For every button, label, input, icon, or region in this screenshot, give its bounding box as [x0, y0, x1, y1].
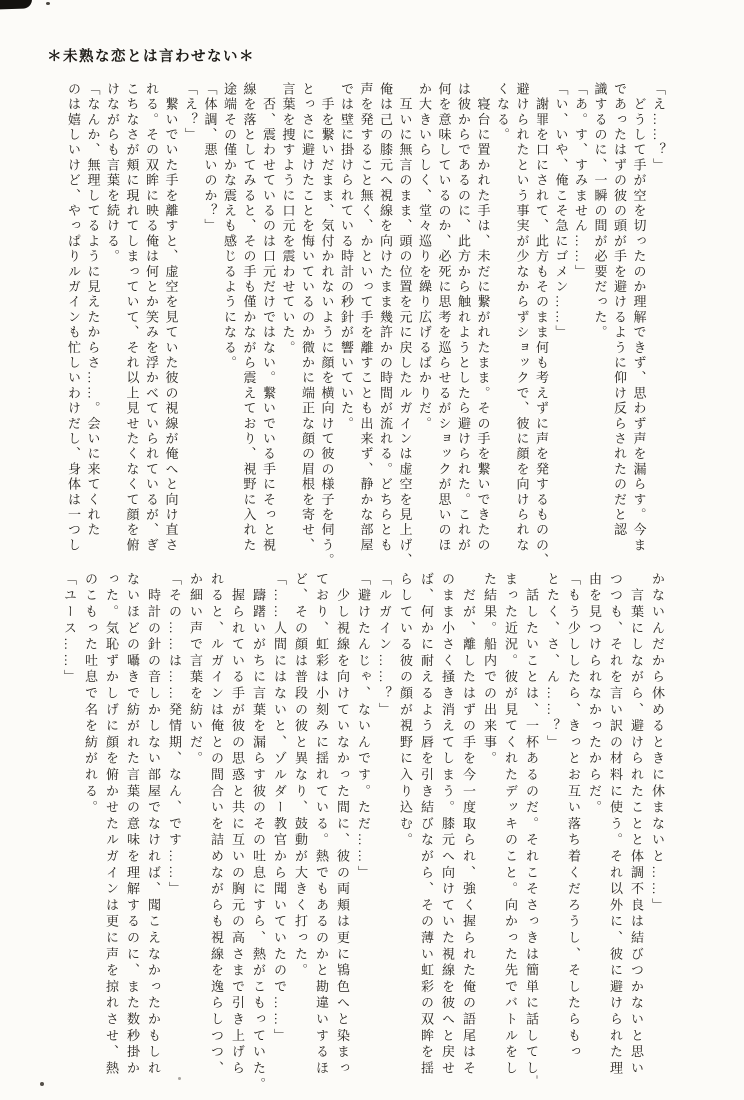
text-column: のまま小さく掻き消えてしまう。膝元へ向けていた視線を彼へと戻せ [440, 572, 455, 1078]
scan-corner-blot [0, 0, 32, 10]
text-column: 線を落としてみると、その手も僅かながら震えており、視野に入れた [241, 82, 257, 554]
text-column: 手を繋いだまま、気付かれないように顔を横向けて彼の様子を伺う。 [319, 82, 335, 569]
text-block-top [64, 82, 668, 569]
text-column: つつも、それを言い訳の材料に使う。それ以外に、彼に避けられた理 [608, 572, 623, 1078]
text-column: くなる。 [495, 82, 510, 143]
scan-speck [40, 1082, 44, 1086]
text-column: か細い声で言葉を紡いだ。 [188, 572, 203, 768]
text-column: 話したいことは、一杯あるのだ。それこそさっきは簡単に話してし [524, 572, 539, 1078]
text-column: 互いに無言のまま、頭の位置を元に戻したルガインは虚空を見上げ、 [397, 82, 413, 569]
text-column: 由を見つけられなかったからだ。 [587, 572, 602, 817]
text-column: 「ルガイン……？」 [377, 572, 392, 719]
text-column: 握られている手が彼の思惑と共に互いの胸元の高さまで引き上げら [230, 572, 245, 1078]
text-column: った。気恥ずかしげに顔を俯かせたルガインは更に声を掠れさせ、熱 [104, 572, 119, 1078]
text-column: 否、震わせているのは口元だけではない。繋いでいる手にそっと視 [261, 82, 276, 554]
text-column: 「なんか、無理してるように見えたからさ……。会いに来てくれた [85, 82, 101, 538]
text-column: とたく、さ、ん……？」 [545, 572, 560, 752]
text-column: らしている彼の顔が視野に入り込む。 [398, 572, 413, 850]
text-column: 少し視線を向けていなかった間に、彼の両頬は更に鴇色へと染まっ [335, 572, 350, 1078]
page-title: ＊未熟な恋とは言わせない＊ [47, 49, 255, 65]
text-column: 言葉を捜すように口元を震わせていた。 [280, 82, 296, 356]
text-column: ど、その顔は普段の彼と異なり、鼓動が大きく打った。 [293, 572, 308, 980]
text-column: 「え……？」 [651, 82, 666, 174]
text-column: どうして手が空を切ったのか理解できず、思わず声を漏らす。今ま [631, 82, 647, 554]
scan-speck [536, 1075, 538, 1079]
text-block-bottom [59, 572, 668, 1094]
text-column: 繋いでいた手を離すと、虚空を見ていた彼の視線が俺へと向け直さ [163, 82, 179, 554]
text-column: まった近況。彼が見てくれたデッキのこと。向かった先でバトルをし [503, 572, 518, 1078]
text-column: 「え？」 [183, 82, 198, 143]
text-column: では壁に掛けられている時計の秒針が響いていた。 [339, 82, 354, 432]
text-column: か大きいらしく、堂々巡りを繰り広げるばかりだ。 [417, 82, 432, 432]
text-column: 「もう少ししたら、きっとお互い落ち着くだろうし、そしたらもっ [566, 572, 581, 1061]
text-column: かないんだから休めるときに休まないと……」 [650, 572, 665, 915]
text-column: た結果。船内での出来事。 [482, 572, 497, 768]
text-column: けながらも言葉を続ける。 [105, 82, 120, 265]
text-column: 時計の針の音しかしない部屋でなければ、聞こえなかったかもしれ [146, 572, 161, 1078]
text-column: れると、ルガインは俺との間合いを詰めながらも視線を逸らしつつ、 [209, 572, 224, 1078]
scan-speck [46, 2, 50, 5]
text-column: こちなさが頬に現れてしまっていて、それ以上見せたくなくて顔を俯 [124, 82, 140, 554]
text-column: 寝台に置かれた手は、未だに繋がれたまま。その手を繋いできたの [475, 82, 491, 554]
text-column: 俺は己の膝元へ視線を向けたまま幾許かの時間が流れる。どちらとも [378, 82, 393, 554]
text-column: 「あ。す、すみません……」 [573, 82, 588, 280]
text-column: 言葉にしながら、避けられたことと体調不良は結びつかないと思い [629, 572, 644, 1078]
text-column: 識するのに、一瞬の間が必要だった。 [592, 82, 608, 341]
text-column: 声を発すること無く、かといって手を離すことも出来ず、静かな部屋 [358, 82, 374, 554]
text-column: 謝罪を口にされて、此方もそのまま何も考えずに声を発するものの、 [534, 82, 549, 569]
text-column: 「い、いや、俺こそ急にゴメン……」 [553, 82, 569, 341]
text-column: のこもった吐息で名を紡がれる。 [83, 572, 98, 817]
text-column: のは嬉しいけど、やっぱりルガインも忙しいわけだし、身体は一つし [66, 82, 81, 554]
text-column: 何を意味しているのか、必死に思考を巡らせるがショックが思いのほ [436, 82, 452, 554]
text-column: 「……人間にはないと、ゾルダー教官から聞いていたので……」 [272, 572, 287, 1045]
scan-speck [178, 1077, 181, 1080]
text-column: は彼からであるのに、此方から触れようとしたら避けられた。これが [456, 82, 471, 554]
text-column: ており、虹彩は小刻みに揺れている。熱でもあるのかと勘違いするほ [314, 572, 329, 1078]
text-column: だが、離したはずの手を今一度取られ、強く握られた俺の語尾はそ [461, 572, 476, 1078]
text-column: 「ユース……」 [62, 572, 77, 687]
text-column: 躊躇いがちに言葉を漏らす彼のその吐息にすら、熱がこもっていた。 [251, 572, 266, 1094]
text-column: 「その……は……発情期、なん、です……」 [167, 572, 182, 898]
text-column: ないほどの囁きで紡がれた言葉の意味を理解するのに、また数秒掛か [125, 572, 140, 1078]
text-column: 「避けたんじゃ、ないんです。ただ……」 [356, 572, 371, 882]
text-column: 避けられたという事実が少なからずショックで、彼に顔を向けられな [514, 82, 530, 554]
text-column: ば、何かに耐えるよう唇を引き結びながら、その薄い虹彩の双眸を揺 [419, 572, 434, 1078]
text-column: 「体調、悪いのか？」 [202, 82, 218, 234]
text-column: れる。その双眸に映る俺は何とか笑みを浮かべていられているが、ぎ [144, 82, 159, 554]
text-column: 途端その僅かな震えも感じるようになる。 [222, 82, 237, 371]
text-column: であったはずの彼の頭が手を避けるように仰け反らされたのだと認 [612, 82, 627, 538]
text-column: とっさに避けたことを悔いているのか微かに端正な顔の眉根を寄せ、 [300, 82, 315, 554]
